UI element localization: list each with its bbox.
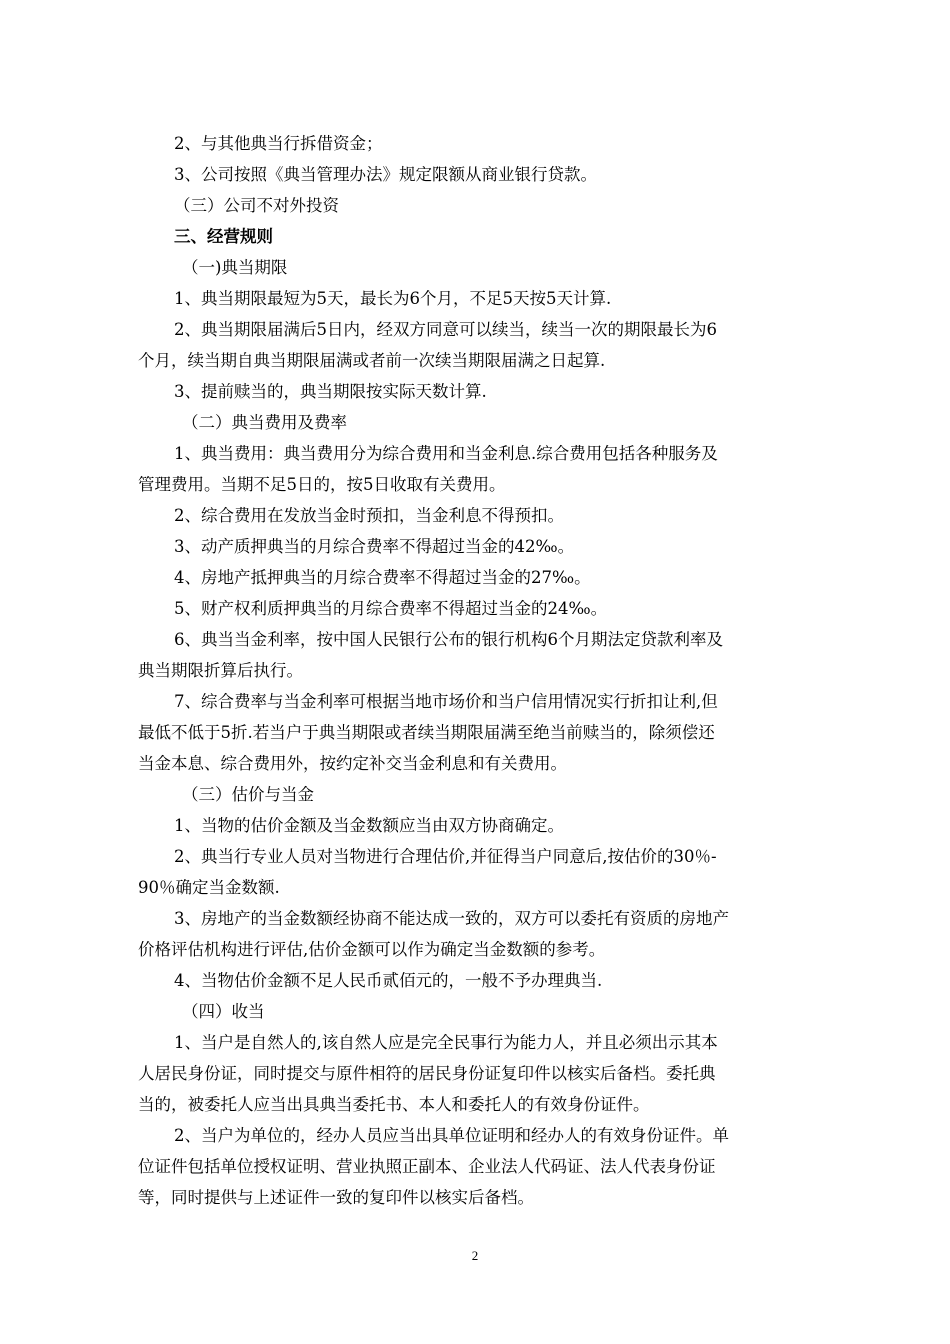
- text-line: 典当期限折算后执行。: [138, 661, 303, 680]
- text-line: 当的，被委托人应当出具典当委托书、本人和委托人的有效身份证件。: [138, 1095, 650, 1114]
- subsection-heading: （四）收当: [182, 1002, 265, 1021]
- section-heading: 三、经营规则: [174, 227, 273, 246]
- text-line: 3、提前赎当的，典当期限按实际天数计算.: [174, 382, 487, 401]
- text-line: 3、公司按照《典当管理办法》规定限额从商业银行贷款。: [174, 165, 597, 184]
- text-line: 2、典当行专业人员对当物进行合理估价,并征得当户同意后,按估价的30％-: [174, 847, 717, 866]
- text-line: 2、综合费用在发放当金时预扣，当金利息不得预扣。: [174, 506, 564, 525]
- text-line: 7、综合费率与当金利率可根据当地市场价和当户信用情况实行折扣让利,但: [174, 692, 718, 711]
- text-line: 位证件包括单位授权证明、营业执照正副本、企业法人代码证、法人代表身份证: [138, 1157, 716, 1176]
- text-line: 6、典当当金利率，按中国人民银行公布的银行机构6个月期法定贷款利率及: [174, 630, 723, 649]
- text-line: 5、财产权利质押典当的月综合费率不得超过当金的24‰。: [174, 599, 608, 618]
- body-text: [138, 128, 830, 1213]
- text-line: 2、与其他典当行拆借资金；: [174, 134, 383, 153]
- page-number: 2: [471, 1248, 479, 1263]
- text-line: 2、典当期限届满后5日内，经双方同意可以续当，续当一次的期限最长为6: [174, 320, 717, 339]
- text-line: 最低不低于5折.若当户于典当期限或者续当期限届满至绝当前赎当的，除须偿还: [138, 723, 715, 742]
- subsection-heading: （三）公司不对外投资: [174, 196, 339, 215]
- text-line: 管理费用。当期不足5日的，按5日收取有关费用。: [138, 475, 506, 494]
- subsection-heading: （一)典当期限: [182, 258, 288, 277]
- text-line: 个月，续当期自典当期限届满或者前一次续当期限届满之日起算.: [138, 351, 606, 370]
- text-line: 人居民身份证，同时提交与原件相符的居民身份证复印件以核实后备档。委托典: [138, 1064, 716, 1083]
- subsection-heading: （三）估价与当金: [182, 785, 314, 804]
- text-line: 3、动产质押典当的月综合费率不得超过当金的42‰。: [174, 537, 575, 556]
- subsection-heading: （二）典当费用及费率: [182, 413, 347, 432]
- text-line: 2、当户为单位的，经办人员应当出具单位证明和经办人的有效身份证件。单: [174, 1126, 729, 1145]
- text-line: 当金本息、综合费用外，按约定补交当金利息和有关费用。: [138, 754, 567, 773]
- text-line: 1、当物的估价金额及当金数额应当由双方协商确定。: [174, 816, 564, 835]
- text-line: 3、房地产的当金数额经协商不能达成一致的，双方可以委托有资质的房地产: [174, 909, 729, 928]
- text-line: 1、典当期限最短为5天，最长为6个月，不足5天按5天计算.: [174, 289, 612, 308]
- text-line: 4、当物估价金额不足人民币贰佰元的，一般不予办理典当.: [174, 971, 603, 990]
- text-line: 90％确定当金数额.: [138, 878, 280, 897]
- text-line: 价格评估机构进行评估,估价金额可以作为确定当金数额的参考。: [138, 940, 606, 959]
- text-line: 4、房地产抵押典当的月综合费率不得超过当金的27‰。: [174, 568, 591, 587]
- text-line: 1、当户是自然人的,该自然人应是完全民事行为能力人，并且必须出示其本: [174, 1033, 718, 1052]
- text-line: 1、典当费用：典当费用分为综合费用和当金利息.综合费用包括各种服务及: [174, 444, 718, 463]
- text-line: 等，同时提供与上述证件一致的复印件以核实后备档。: [138, 1188, 534, 1207]
